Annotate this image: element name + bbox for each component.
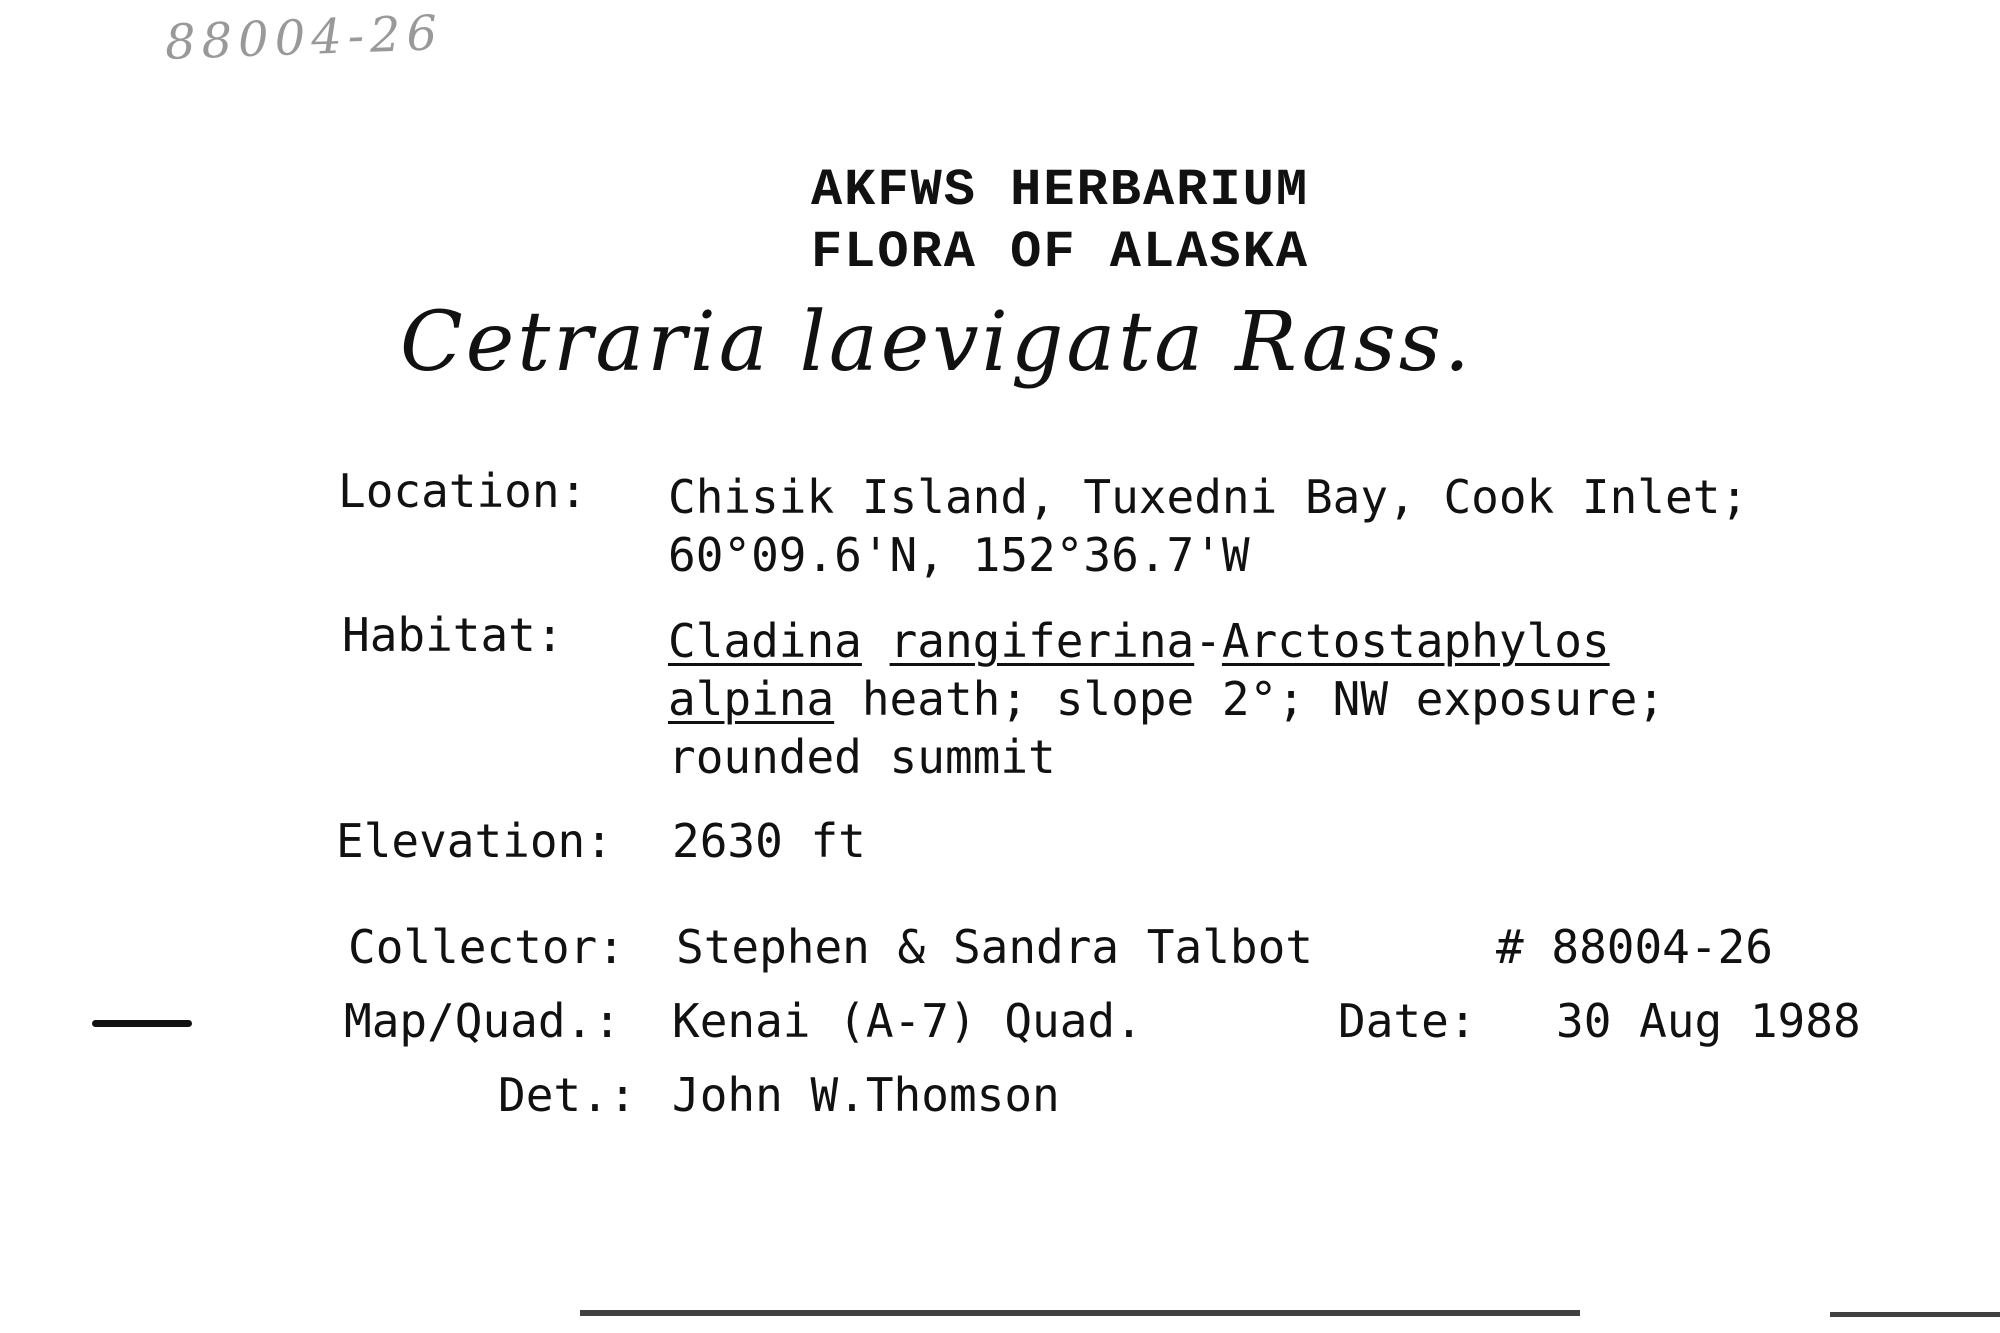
elevation-value: 2630 ft	[672, 814, 866, 868]
habitat-line-3: rounded summit	[668, 730, 1056, 784]
map-quad-label: Map/Quad.:	[344, 994, 621, 1048]
map-quad-value: Kenai (A-7) Quad.	[672, 994, 1143, 1048]
habitat-species-1: rangiferina	[889, 614, 1195, 668]
herbarium-header	[0, 160, 2000, 284]
date-label: Date:	[1338, 994, 1477, 1048]
bottom-right-scan-line	[1830, 1312, 2000, 1317]
habitat-genus-1: Cladina	[668, 614, 862, 668]
header-line-2: FLORA OF ALASKA	[810, 223, 1310, 282]
habitat-line-2	[668, 670, 2000, 728]
habitat-value	[668, 612, 2000, 786]
det-value: John W.Thomson	[672, 1068, 1060, 1122]
habitat-species-2: alpina	[668, 672, 835, 726]
collector-value: Stephen & Sandra Talbot	[676, 920, 1313, 974]
header-line-1: AKFWS HERBARIUM	[810, 161, 1310, 220]
species-name: Cetraria laevigata Rass.	[400, 295, 1473, 390]
location-line-1: Chisik Island, Tuxedni Bay, Cook Inlet;	[668, 470, 1749, 524]
location-label: Location:	[338, 464, 588, 518]
elevation-label: Elevation:	[336, 814, 613, 868]
habitat-rest: heath; slope 2°; NW exposure;	[834, 672, 1666, 726]
location-line-2: 60°09.6'N, 152°36.7'W	[668, 528, 1250, 582]
left-edge-mark	[92, 1020, 192, 1027]
handwritten-accession-number: 88004-26	[164, 5, 444, 71]
collection-number: # 88004-26	[1496, 920, 1773, 974]
date-value: 30 Aug 1988	[1556, 994, 1861, 1048]
habitat-line-1	[668, 612, 2000, 670]
habitat-label: Habitat:	[342, 608, 564, 662]
habitat-genus-2: Arctostaphylos	[1221, 614, 1610, 668]
location-value	[668, 468, 2000, 584]
collector-label: Collector:	[348, 920, 625, 974]
habitat-dash: -	[1194, 614, 1222, 668]
det-label: Det.:	[498, 1068, 637, 1122]
bottom-scan-line	[580, 1310, 1580, 1316]
